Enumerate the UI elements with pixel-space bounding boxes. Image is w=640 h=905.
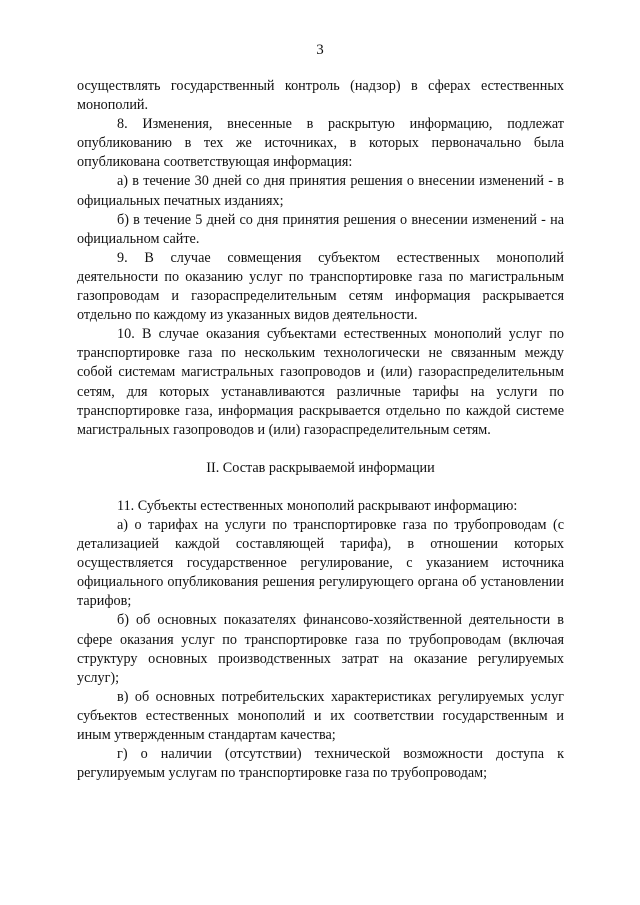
paragraph: осуществлять государственный контроль (надзор) в сферах естественных монополий.: [77, 78, 564, 114]
paragraph: б) в течение 5 дней со дня принятия решения о внесении изменений - на официальном сайте.: [77, 211, 564, 247]
paragraphs-bottom: [77, 497, 564, 783]
section-heading: II. Состав раскрываемой информации: [206, 459, 435, 476]
paragraph: 9. В случае совмещения субъектом естественных монополий деятельности по оказанию услуг по транспортировке газа по магистральным газопроводам и газораспределительным сетям информация раскрывается отдельно по каждому из указанных видов деятельности.: [77, 249, 564, 324]
paragraph: б) об основных показателях финансово-хозяйственной деятельности в сфере оказания услуг по транспортировке газа по трубопроводам (включая структуру основных производственных затрат на оказание регулируемых услуг);: [77, 612, 564, 686]
paragraph: в) об основных потребительских характеристиках регулируемых услуг субъектов естественных монополий и их соответствии государственным и иным утвержденным стандартам качества;: [77, 688, 564, 743]
paragraphs-top: [77, 77, 564, 440]
paragraph: 11. Субъекты естественных монополий раскрывают информацию:: [117, 497, 518, 514]
paragraph: 10. В случае оказания субъектами естественных монополий услуг по транспортировке газа по нескольким технологически не связанным между собой системам магистральных газопроводов и (или) газораспределительным сетям, для которых устанавливаются различные тарифы на услуги по транспортировке газа, информация раскрывается отдельно по каждой системе магистральных газопроводов и (или) газораспределительным сетям.: [77, 326, 564, 438]
paragraph: а) о тарифах на услуги по транспортировке газа по трубопроводам (с детализацией каждой составляющей тарифа), в отношении которых осуществляется государственное регулирование, с указанием источника официального опубликования решения регулирующего органа об установлении тарифов;: [77, 516, 564, 610]
page-number: 3: [316, 42, 324, 58]
paragraph: а) в течение 30 дней со дня принятия решения о внесении изменений - в официальных печатных изданиях;: [77, 173, 564, 209]
paragraph: г) о наличии (отсутствии) технической возможности доступа к регулируемым услугам по транспортировке газа по трубопроводам;: [77, 746, 564, 782]
document-body: [77, 77, 564, 783]
paragraph: 8. Изменения, внесенные в раскрытую информацию, подлежат опубликованию в тех же источниках, в которых первоначально была опубликована соответствующая информация:: [77, 116, 564, 171]
